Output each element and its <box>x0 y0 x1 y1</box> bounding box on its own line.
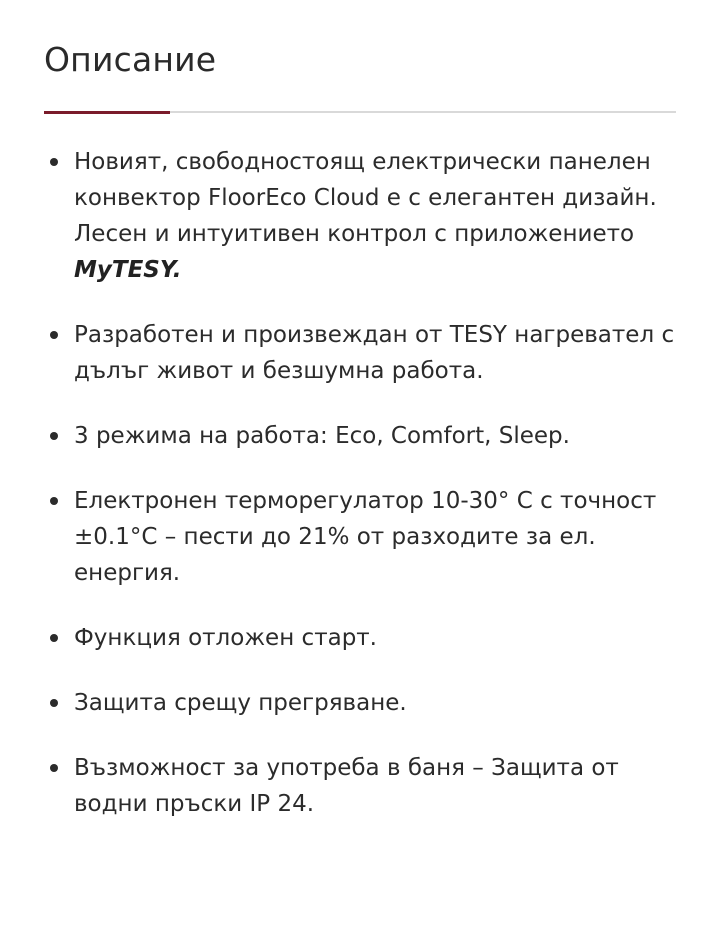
feature-text: Електронен терморегулатор 10-30° С с точност ±0.1°С – пести до 21% от разходите за ел. енергия. <box>74 488 657 586</box>
feature-item <box>44 418 684 454</box>
brand-mytesy: MyTESY. <box>74 257 182 283</box>
feature-item <box>44 483 684 591</box>
feature-text: Новият, свободностоящ електрически панелен конвектор FloorEco Cloud е с елегантен дизайн. Лесен и интуитивен контрол с приложението <box>74 149 657 247</box>
bullet-icon <box>50 331 58 339</box>
feature-item <box>44 750 684 822</box>
bullet-icon <box>50 497 58 505</box>
bullet-icon <box>50 764 58 772</box>
feature-item <box>44 144 684 288</box>
feature-item <box>44 620 684 656</box>
feature-list <box>44 144 684 851</box>
bullet-icon <box>50 158 58 166</box>
section-title: Описание <box>44 40 217 79</box>
feature-item <box>44 317 684 389</box>
bullet-icon <box>50 699 58 707</box>
feature-text: Разработен и произвеждан от TESY нагревател с дълъг живот и безшумна работа. <box>74 322 675 384</box>
divider-accent <box>44 111 170 114</box>
bullet-icon <box>50 432 58 440</box>
feature-text: Функция отложен старт. <box>74 625 377 651</box>
bullet-icon <box>50 634 58 642</box>
feature-text: Възможност за употреба в баня – Защита от водни пръски IP 24. <box>74 755 619 817</box>
feature-item <box>44 685 684 721</box>
feature-text: 3 режима на работа: Eco, Comfort, Sleep. <box>74 423 570 449</box>
section-divider <box>44 111 676 113</box>
feature-text: Защита срещу прегряване. <box>74 690 407 716</box>
